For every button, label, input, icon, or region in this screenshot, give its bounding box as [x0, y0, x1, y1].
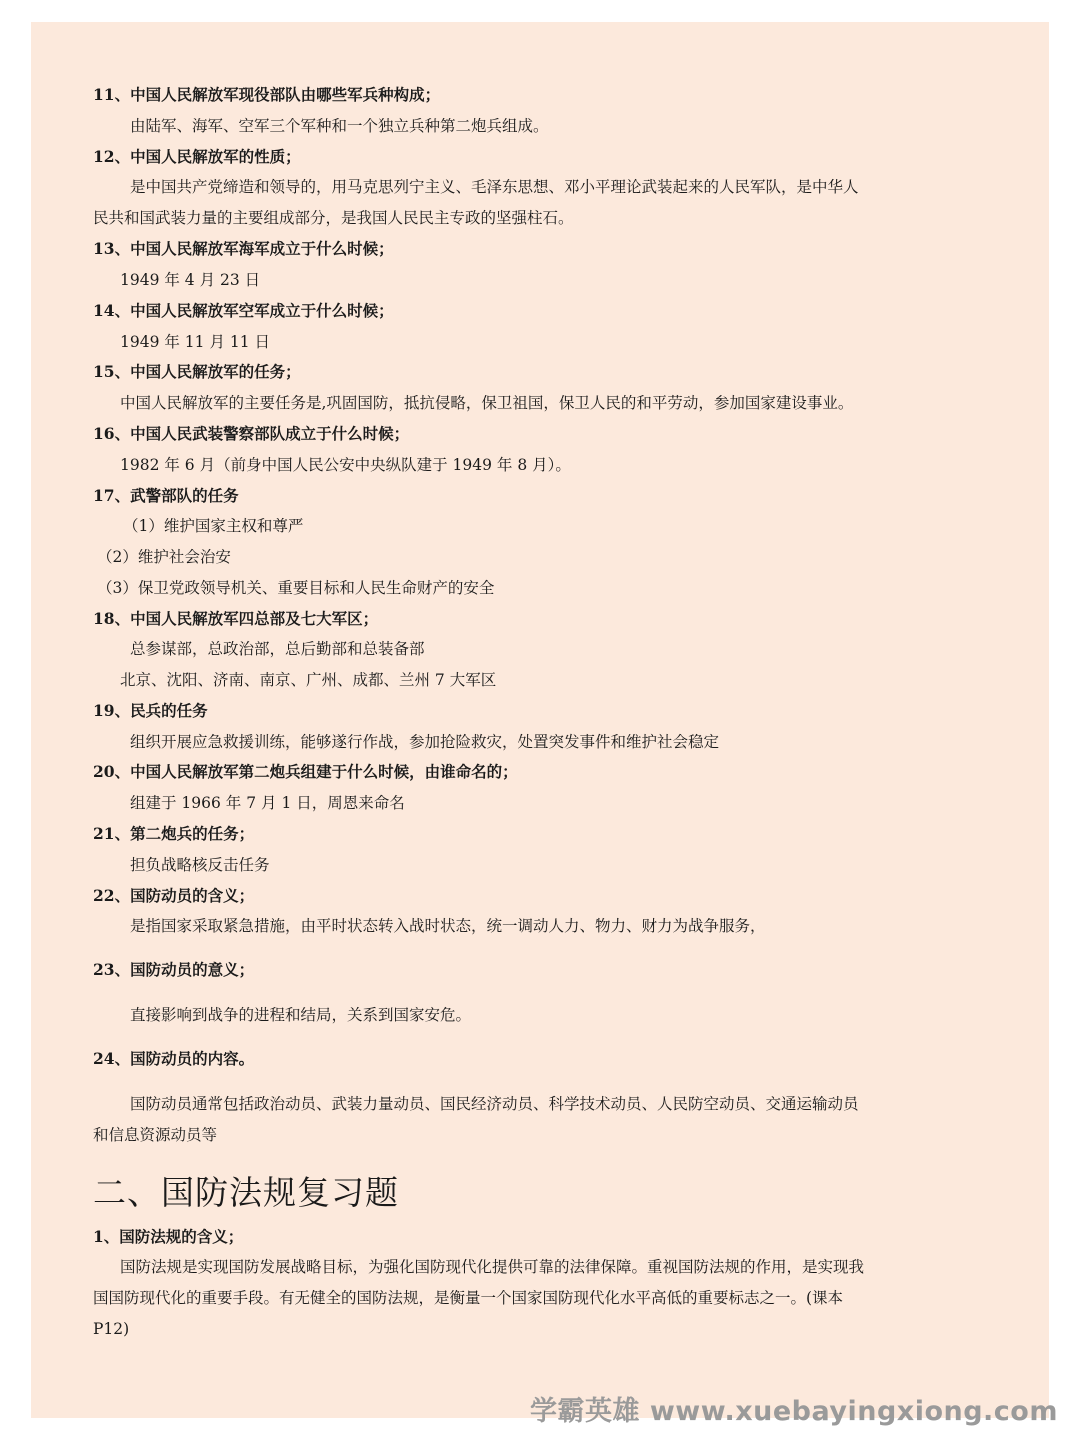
answer-23: 直接影响到战争的进程和结局，关系到国家安危。: [130, 1006, 472, 1024]
question-11: 11、中国人民解放军现役部队由哪些军兵种构成；: [93, 85, 441, 104]
answer-14: 1949 年 11 月 11 日: [120, 333, 271, 351]
question-18: 18、中国人民解放军四总部及七大军区；: [93, 609, 379, 628]
answer-19: 组织开展应急救援训练，能够遂行作战，参加抢险救灾，处置突发事件和维护社会稳定: [130, 733, 720, 751]
answer-24-line-1: 国防动员通常包括政治动员、武装力量动员、国民经济动员、科学技术动员、人民防空动员、交通运输动员: [130, 1095, 859, 1113]
answer-24-line-2: 和信息资源动员等: [93, 1126, 218, 1144]
question-15: 15、中国人民解放军的任务；: [93, 362, 301, 381]
question-23: 23、国防动员的意义；: [93, 960, 255, 979]
question-14: 14、中国人民解放军空军成立于什么时候；: [93, 301, 394, 320]
answer-15: 中国人民解放军的主要任务是,巩固国防，抵抗侵略，保卫祖国，保卫人民的和平劳动，参加国家建设事业。: [120, 394, 854, 412]
watermark: 学霸英雄 www.xuebayingxiong.com: [529, 1396, 1058, 1427]
question-13: 13、中国人民解放军海军成立于什么时候；: [93, 239, 394, 258]
question-24: 24、国防动员的内容。: [93, 1049, 255, 1068]
section2-question-1: 1、国防法规的含义；: [93, 1227, 244, 1246]
answer-18-line-1: 总参谋部，总政治部，总后勤部和总装备部: [130, 640, 425, 658]
answer-11: 由陆军、海军、空军三个军种和一个独立兵种第二炮兵组成。: [130, 117, 549, 135]
question-20: 20、中国人民解放军第二炮兵组建于什么时候，由谁命名的；: [93, 762, 518, 781]
answer-20: 组建于 1966 年 7 月 1 日，周恩来命名: [130, 794, 405, 812]
answer-12-line-1: 是中国共产党缔造和领导的，用马克思列宁主义、毛泽东思想、邓小平理论武装起来的人民军队，是中华人: [130, 178, 859, 196]
answer-17-line-3: （3）保卫党政领导机关、重要目标和人民生命财产的安全: [97, 579, 495, 597]
section2-answer-line-3: P12): [93, 1320, 130, 1338]
question-12: 12、中国人民解放军的性质；: [93, 147, 301, 166]
answer-22: 是指国家采取紧急措施，由平时状态转入战时状态，统一调动人力、物力、财力为战争服务，: [130, 917, 766, 935]
answer-12-line-2: 民共和国武装力量的主要组成部分，是我国人民民主专政的坚强柱石。: [93, 209, 574, 227]
question-19: 19、民兵的任务: [93, 701, 208, 720]
section2-answer-line-1: 国防法规是实现国防发展战略目标，为强化国防现代化提供可靠的法律保障。重视国防法规的作用，是实现我: [120, 1258, 865, 1276]
answer-17-line-1: （1）维护国家主权和尊严: [123, 517, 304, 535]
answer-16: 1982 年 6 月（前身中国人民公安中央纵队建于 1949 年 8 月）。: [120, 456, 571, 474]
answer-13: 1949 年 4 月 23 日: [120, 271, 261, 289]
question-22: 22、国防动员的含义；: [93, 886, 255, 905]
answer-21: 担负战略核反击任务: [130, 856, 270, 874]
document-page: [31, 22, 1049, 1418]
question-17: 17、武警部队的任务: [93, 486, 239, 505]
section-heading: 二、国防法规复习题: [93, 1173, 399, 1212]
section2-answer-line-2: 国国防现代化的重要手段。有无健全的国防法规，是衡量一个国家国防现代化水平高低的重要标志之一。(课本: [93, 1289, 844, 1307]
answer-18-line-2: 北京、沈阳、济南、南京、广州、成都、兰州 7 大军区: [120, 671, 497, 689]
answer-17-line-2: （2）维护社会治安: [97, 548, 231, 566]
question-16: 16、中国人民武装警察部队成立于什么时候；: [93, 424, 410, 443]
question-21: 21、第二炮兵的任务；: [93, 824, 255, 843]
